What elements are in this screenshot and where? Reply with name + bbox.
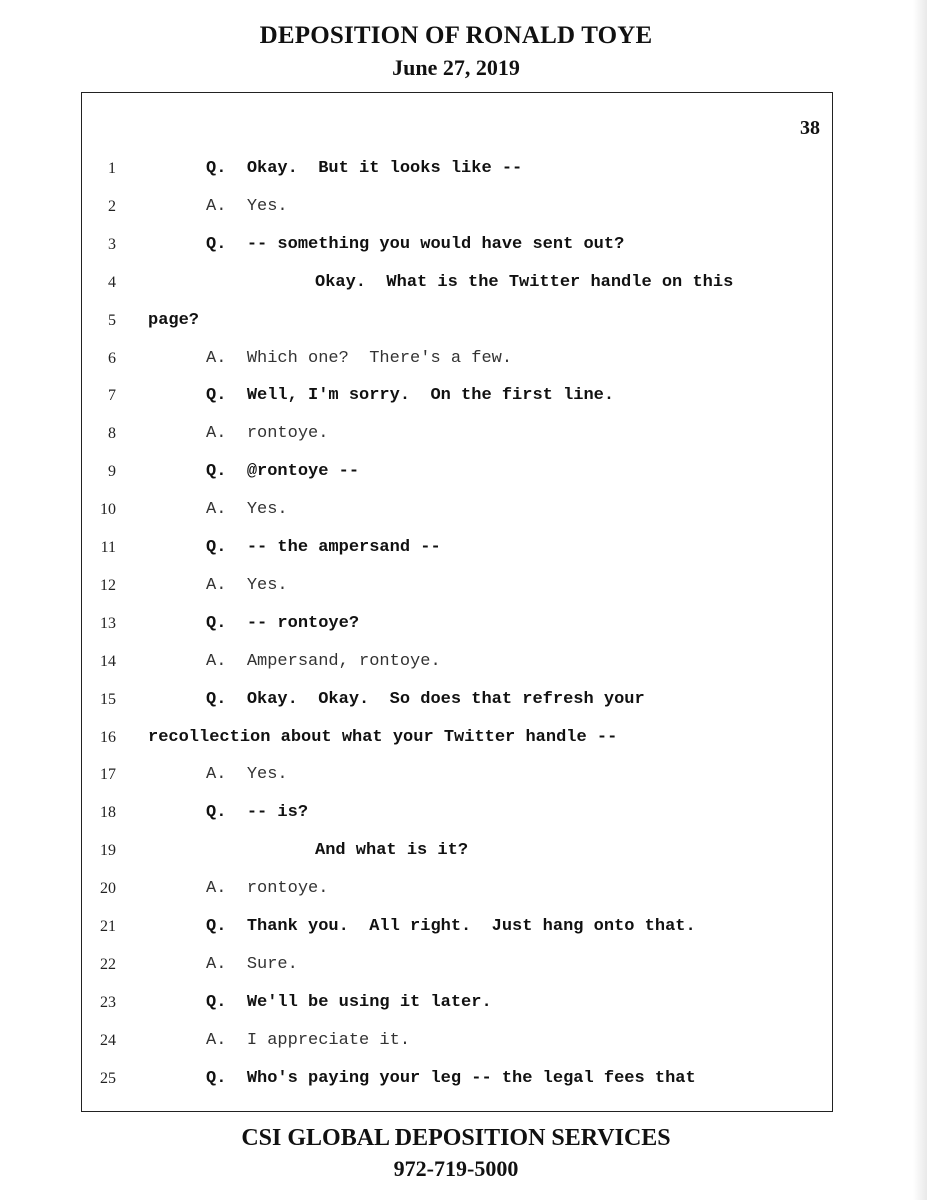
line-text: Who's paying your leg -- the legal fees that: [246, 1068, 696, 1088]
line-number: 2: [108, 197, 116, 215]
question-text: [206, 614, 359, 633]
line-text: Okay. Okay. So does that refresh your: [246, 689, 645, 709]
line-number: 24: [100, 1031, 116, 1049]
speaker-label: A.: [206, 954, 227, 974]
answer-text: [206, 424, 328, 443]
speaker-label: Q.: [206, 992, 227, 1012]
transcript-line: [82, 498, 822, 522]
line-number: 11: [100, 539, 116, 556]
line-number: 14: [100, 652, 116, 670]
answer-text: [206, 652, 441, 671]
speaker-label: A.: [206, 651, 227, 671]
answer-text: [206, 349, 512, 368]
speaker-label: Q.: [206, 538, 227, 557]
transcript-line: [82, 877, 822, 901]
question-text: [206, 538, 441, 557]
transcript-line: [82, 574, 822, 598]
line-number: 9: [108, 463, 116, 481]
question-text: [206, 235, 624, 254]
page-edge-shadow: [913, 0, 927, 1200]
transcript-line: [82, 953, 822, 977]
line-text: I appreciate it.: [246, 1030, 411, 1050]
transcript-line: [82, 688, 822, 712]
transcript-line: [82, 612, 822, 636]
speaker-label: Q.: [206, 386, 227, 406]
transcript-page: [81, 92, 833, 1112]
speaker-label: A.: [206, 196, 227, 216]
line-text: Well, I'm sorry. On the first line.: [246, 386, 615, 406]
line-text: We'll be using it later.: [246, 992, 492, 1012]
answer-text: [206, 576, 288, 595]
footer-company: CSI GLOBAL DEPOSITION SERVICES: [241, 1125, 671, 1151]
speaker-label: A.: [206, 348, 227, 368]
transcript-line: [82, 991, 822, 1015]
speaker-label: Q.: [206, 613, 227, 633]
line-text: -- the ampersand --: [246, 538, 441, 557]
page-number: 38: [800, 117, 820, 139]
question-text: [206, 1069, 696, 1088]
transcript-line: [82, 271, 822, 295]
transcript-line: [82, 1029, 822, 1053]
speaker-label: A.: [206, 424, 227, 444]
transcript-line: [82, 536, 822, 560]
line-text: Okay. But it looks like --: [246, 159, 523, 178]
line-text: Okay. What is the Twitter handle on this: [315, 272, 734, 292]
line-text: Yes.: [246, 575, 288, 595]
line-text: Yes.: [246, 196, 288, 216]
question-text: [206, 462, 359, 481]
answer-text: [206, 500, 288, 519]
question-text: [206, 386, 614, 405]
line-number: 21: [100, 918, 116, 935]
line-number: 10: [100, 501, 116, 519]
question-text: [148, 728, 617, 747]
line-number: 16: [100, 728, 116, 746]
line-number: 25: [100, 1069, 116, 1087]
question-text: [315, 273, 733, 292]
question-text: [206, 159, 522, 178]
transcript-line: [82, 763, 822, 787]
transcript-line: [82, 195, 822, 219]
line-text: page?: [148, 310, 200, 330]
transcript-line: [82, 347, 822, 371]
line-number: 6: [108, 349, 116, 367]
transcript-line: [82, 726, 822, 750]
line-text: -- something you would have sent out?: [246, 234, 625, 254]
transcript-line: [82, 1067, 822, 1091]
speaker-label: A.: [206, 575, 227, 595]
question-text: [148, 311, 199, 330]
line-text: rontoye.: [246, 879, 329, 899]
line-text: @rontoye --: [246, 462, 360, 482]
line-number: 12: [100, 576, 116, 594]
transcript-line: [82, 650, 822, 674]
question-text: [206, 993, 492, 1012]
transcript-line: [82, 233, 822, 257]
line-number: 5: [108, 311, 116, 329]
speaker-label: A.: [206, 879, 227, 899]
line-number: 1: [108, 160, 116, 177]
line-text: -- is?: [246, 803, 309, 823]
speaker-label: Q.: [206, 159, 227, 178]
question-text: [206, 917, 696, 936]
line-text: Ampersand, rontoye.: [246, 651, 441, 671]
line-text: Sure.: [246, 954, 298, 974]
speaker-label: Q.: [206, 803, 227, 823]
line-text: And what is it?: [315, 841, 469, 861]
line-text: rontoye.: [246, 424, 329, 444]
speaker-label: Q.: [206, 1068, 227, 1088]
question-text: [315, 841, 468, 860]
speaker-label: Q.: [206, 462, 227, 482]
speaker-label: Q.: [206, 689, 227, 709]
line-text: Which one? There's a few.: [246, 348, 513, 368]
answer-text: [206, 1031, 410, 1050]
footer-phone: 972-719-5000: [393, 1156, 519, 1181]
line-number: 8: [108, 425, 116, 443]
question-text: [206, 803, 308, 822]
speaker-label: A.: [206, 765, 227, 785]
speaker-label: A.: [206, 1030, 227, 1050]
line-number: 19: [100, 842, 116, 860]
line-number: 23: [100, 993, 116, 1011]
transcript-line: [82, 157, 822, 181]
line-text: recollection about what your Twitter handle --: [148, 727, 618, 747]
line-text: Yes.: [246, 500, 288, 520]
deposition-date: June 27, 2019: [392, 55, 520, 80]
transcript-line: [82, 801, 822, 825]
transcript-line: [82, 422, 822, 446]
line-text: -- rontoye?: [246, 613, 360, 633]
document-title: DEPOSITION OF RONALD TOYE: [259, 22, 653, 49]
transcript-line: [82, 839, 822, 863]
line-number: 7: [108, 387, 116, 405]
line-text: Thank you. All right. Just hang onto that.: [246, 917, 696, 936]
line-text: Yes.: [246, 765, 288, 785]
answer-text: [206, 197, 288, 216]
transcript-line: [82, 384, 822, 408]
speaker-label: Q.: [206, 234, 227, 254]
line-number: 15: [100, 690, 116, 708]
answer-text: [206, 955, 298, 974]
speaker-label: Q.: [206, 917, 227, 936]
line-number: 13: [100, 614, 116, 632]
answer-text: [206, 879, 328, 898]
line-number: 17: [100, 766, 116, 784]
line-number: 18: [100, 804, 116, 822]
line-number: 3: [108, 235, 116, 253]
transcript-line: [82, 915, 822, 939]
line-number: 20: [100, 880, 116, 898]
speaker-label: A.: [206, 500, 227, 520]
answer-text: [206, 765, 288, 784]
line-number: 22: [100, 955, 116, 973]
question-text: [206, 690, 645, 709]
transcript-line: [82, 309, 822, 333]
transcript-line: [82, 460, 822, 484]
line-number: 4: [108, 273, 116, 291]
